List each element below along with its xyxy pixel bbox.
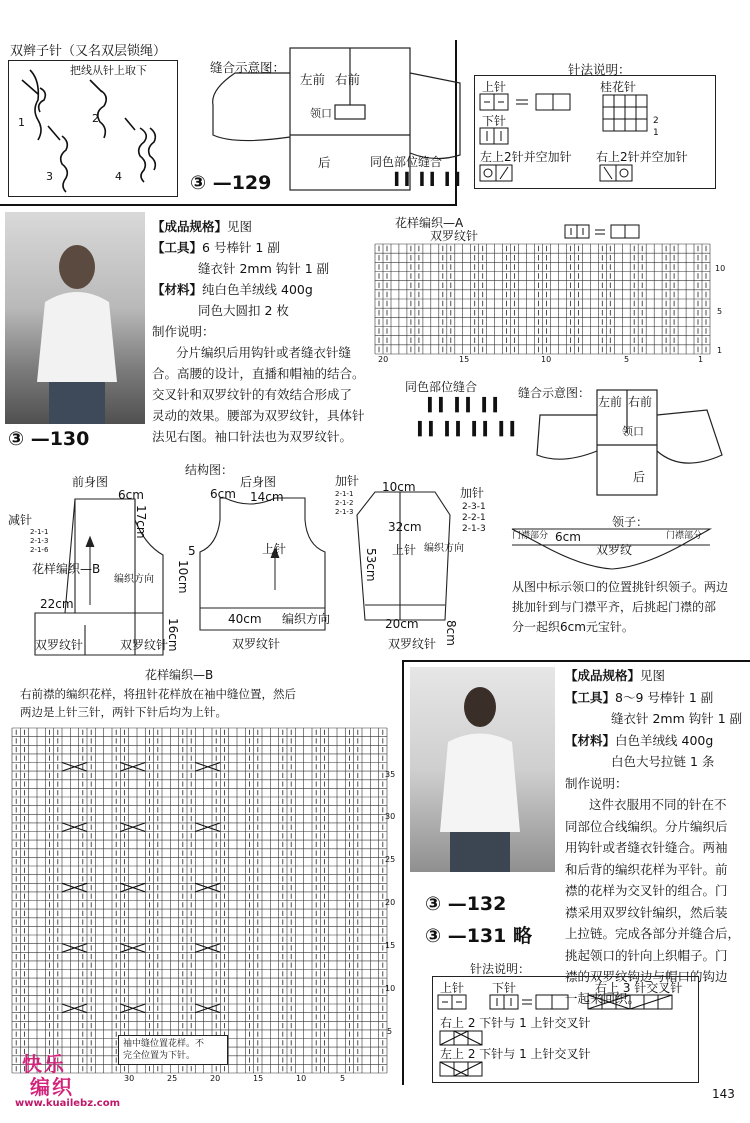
size-label: 【成品规格】	[565, 668, 641, 683]
double-chain-section	[0, 40, 200, 200]
legend-cross-left: 左上 2 下针与 1 上针交叉针	[440, 1047, 591, 1061]
legend-title: 针法说明：	[568, 62, 631, 77]
back-6cm: 6cm	[210, 487, 236, 501]
spec-130	[152, 216, 372, 447]
step-label: 3	[46, 170, 53, 183]
pattern-b-desc: 两边是上针三针，两针下针后均为上针。	[20, 705, 227, 719]
knitting-direction: 编织方向	[424, 543, 464, 554]
materials-line: 同色大圆扣 2 枚	[198, 303, 289, 318]
legend-cross-right: 右上 2 下针与 1 上针交叉针	[440, 1016, 591, 1030]
increase-row: 2-2-1	[462, 513, 486, 523]
legend-right-yo: 右上2针并空加针	[596, 150, 688, 164]
method-line: 襟的双罗纹钩边与帽口的钩边	[565, 969, 728, 984]
method-title: 制作说明：	[152, 324, 215, 339]
divider	[402, 660, 750, 662]
model-silhouette	[410, 667, 555, 872]
front-6cm: 6cm	[118, 488, 144, 502]
legend-132-symbols	[438, 995, 698, 1015]
knitting-direction: 编织方向	[114, 574, 154, 585]
sleeve-32cm: 32cm	[388, 520, 422, 534]
size-label: 【成品规格】	[152, 219, 228, 234]
increase-row: 2-3-1	[462, 502, 486, 512]
pattern-b-note-line: 袖中缝位置花样。不	[123, 1039, 205, 1049]
site-url: www.kuailebz.com	[15, 1098, 121, 1109]
placket-label: 门襟部分	[666, 531, 703, 541]
increase-label: 加针	[335, 474, 360, 488]
site-logo	[30, 1075, 74, 1099]
method-line: 用钩针或者缝衣针缝合。两袖	[565, 840, 728, 855]
grid-row-label: 25	[385, 855, 396, 864]
grid-col-label: 20	[378, 355, 389, 364]
increase-row: 2-1-1	[335, 490, 354, 498]
back-knit-label: 上针	[262, 542, 287, 556]
sleeve-20cm: 20cm	[385, 617, 419, 631]
grid-row-label: 30	[385, 812, 396, 821]
materials-line: 白色羊绒线 400g	[615, 732, 714, 748]
collar-label: 领口	[310, 107, 332, 120]
legend-cross3: 右上 3 针交叉针	[595, 981, 683, 995]
front-16cm: 16cm	[166, 618, 180, 652]
method-title: 制作说明：	[565, 775, 628, 791]
collar-6cm: 6cm	[555, 530, 581, 544]
step-label: 1	[18, 116, 25, 129]
tools-line: 缝衣针 2mm 钩针 1 副	[198, 261, 330, 276]
method-line: 和后背的编织花样为平针。前	[565, 861, 728, 877]
rib-label: 双罗纹针	[232, 637, 281, 651]
materials-line: 白色大号拉链 1 条	[611, 754, 715, 769]
grid-col-label: 1	[698, 355, 704, 364]
method-line: 灵动的效果。腰部为双罗纹针，具体针	[152, 408, 365, 423]
grid-col-label: 10	[541, 355, 552, 364]
legend-title: 针法说明：	[470, 962, 531, 976]
pattern-a-subtitle: 双罗纹针	[430, 229, 479, 243]
front-22cm: 22cm	[40, 597, 74, 611]
tools-label: 【工具】	[565, 689, 616, 705]
increase-row: 2-1-2	[335, 499, 354, 507]
cross-left-symbol	[440, 1062, 490, 1078]
method-line: 合。高腰的设计，直播和帽袖的结合。	[152, 366, 365, 381]
project-number-131: ③ —131 略	[425, 925, 532, 947]
grid-row-label: 35	[385, 770, 396, 779]
back-label: 后	[318, 155, 331, 170]
method-line: 襟的花样为交叉针的组合。门	[565, 883, 728, 898]
divider	[0, 204, 457, 206]
left-front-label: 左前	[300, 72, 326, 87]
method-line: 一起来回织。	[565, 990, 641, 1006]
back-body-title: 后身图	[240, 475, 277, 489]
pattern-b-label: 花样编织—B	[32, 562, 101, 576]
pattern-b-grid	[12, 728, 392, 1073]
grid-col-label: 5	[624, 355, 630, 364]
right-front-label: 右前	[335, 72, 361, 87]
legend-seed: 桂花针	[600, 80, 637, 94]
logo-text: 快乐	[22, 1052, 66, 1076]
pattern-b-note	[118, 1035, 228, 1065]
increase-label: 加针	[460, 486, 485, 500]
materials-label: 【材料】	[565, 732, 616, 748]
step-label: 4	[115, 170, 122, 183]
method-line: 交叉针和双罗纹针的有效结合形成了	[152, 387, 353, 402]
front-10cm: 10cm	[176, 560, 190, 594]
purl-symbol	[480, 128, 520, 148]
method-line: 襟采用双罗纹针编织，然后装	[565, 904, 728, 920]
grid-lines	[12, 728, 387, 1073]
method-line: 上拉链。完成各部分并缝合后，	[565, 926, 741, 941]
sleeve-8cm: 8cm	[444, 620, 458, 646]
front-5: 5	[188, 544, 196, 558]
row-number: 1	[653, 128, 659, 138]
size-value: 见图	[227, 219, 253, 234]
rib-label: 双罗纹针	[35, 638, 84, 652]
legend-left-yo: 左上2针并空加针	[480, 150, 572, 164]
sleeve-knit-label: 上针	[392, 543, 417, 557]
pattern-a-title: 花样编织—A	[395, 216, 464, 230]
pattern-a-key	[565, 225, 645, 241]
row-number: 2	[653, 116, 659, 126]
grid-row-label: 20	[385, 898, 396, 907]
chain-illustration	[0, 40, 200, 200]
knit-symbol	[480, 94, 580, 114]
tools-line: 6 号棒针 1 副	[202, 240, 280, 255]
legend-knit: 上针	[440, 981, 465, 995]
grid-row-label: 15	[385, 941, 396, 950]
increase-row: 2-1-3	[462, 524, 486, 534]
sleeve-10cm: 10cm	[382, 480, 416, 494]
size-value: 见图	[640, 668, 666, 683]
method-line: 法见右图。袖口针法也为双罗纹针。	[152, 429, 353, 444]
tools-line: 8～9 号棒针 1 副	[615, 689, 714, 705]
page-number: 143	[712, 1087, 735, 1101]
decrease-label: 减针	[8, 513, 33, 527]
knitting-direction: 编织方向	[282, 612, 331, 626]
method-line: 挑起领口的针向上织帽子。门	[565, 947, 728, 963]
seam-marks: ▍▍ ▍▍ ▍▍	[428, 398, 505, 413]
grid-row-label: 10	[385, 984, 396, 993]
decrease-row: 2-1-3	[30, 537, 49, 545]
collar-label: 领口	[622, 425, 644, 438]
tools-label: 【工具】	[152, 240, 203, 255]
materials-line: 纯白色羊绒线 400g	[202, 282, 313, 297]
project-number-132: ③ —132	[425, 893, 507, 915]
legend-knit: 上针	[482, 80, 507, 94]
grid-lines	[375, 244, 710, 354]
structure-title: 结构图：	[185, 463, 234, 477]
seam-diagram-title: 缝合示意图：	[210, 60, 286, 75]
back-label: 后	[633, 470, 646, 484]
grid-col-label: 10	[296, 1074, 307, 1083]
collar-note-line: 挑加针到与门襟平齐，后挑起门襟的部	[512, 600, 717, 614]
rib-label: 双罗纹针	[388, 637, 437, 651]
cross-right-symbol	[440, 1031, 490, 1047]
seam-marks: ▍▍ ▍▍ ▍▍	[395, 172, 466, 186]
seam-marks: ▍▍ ▍▍ ▍▍ ▍▍	[418, 422, 522, 437]
double-chain-note: 把线从针上取下	[70, 64, 147, 77]
yo-symbols	[480, 165, 720, 185]
grid-col-label: 30	[124, 1074, 135, 1083]
grid-col-label: 20	[210, 1074, 221, 1083]
logo-text: 编织	[30, 1075, 74, 1099]
spec-132	[565, 665, 750, 1009]
same-color-seam-label: 同色部位缝合	[370, 155, 443, 169]
decrease-row: 2-1-1	[30, 528, 49, 536]
collar-note-line: 从图中标示领口的位置挑针织领子。两边	[512, 580, 729, 594]
decrease-row: 2-1-6	[30, 546, 49, 554]
legend-purl: 下针	[492, 981, 517, 995]
site-logo	[22, 1052, 66, 1076]
method-line: 同部位合线编织。分片编织后	[565, 818, 728, 834]
pattern-b-note-line: 完全位置为下针。	[123, 1051, 196, 1061]
collar-rib-label: 双罗纹	[596, 543, 633, 557]
seam-diagram-title: 缝合示意图：	[518, 386, 591, 400]
grid-row-label: 1	[717, 346, 723, 355]
method-line: 分片编织后用钩针或者缝衣针缝	[176, 345, 352, 360]
grid-col-label: 25	[167, 1074, 178, 1083]
grid-row-label: 10	[715, 264, 726, 273]
back-14cm: 14cm	[250, 490, 284, 504]
front-body-title: 前身图	[72, 475, 109, 489]
right-front-label: 右前	[628, 395, 653, 409]
model-silhouette	[5, 212, 145, 424]
pattern-b-title: 花样编织—B	[145, 668, 214, 682]
grid-col-label: 15	[459, 355, 470, 364]
collar-note-line: 分一起织6cm元宝针。	[512, 620, 634, 634]
step-label: 2	[92, 112, 99, 125]
collar-note	[512, 577, 728, 637]
grid-row-label: 5	[387, 1027, 393, 1036]
placket-label: 门襟部分	[512, 531, 549, 541]
pattern-b-desc: 右前襟的编织花样，将扭针花样放在袖中缝位置，然后	[20, 687, 296, 701]
pattern-a-grid	[375, 244, 710, 354]
left-front-label: 左前	[598, 395, 623, 409]
collar-title: 领子：	[612, 515, 649, 529]
project-number-129: ③ —129	[190, 172, 272, 194]
divider	[402, 660, 404, 1085]
materials-label: 【材料】	[152, 282, 203, 297]
sleeve-53cm: 53cm	[364, 548, 378, 582]
cross-stitch-marks	[62, 763, 220, 1013]
legend-purl: 下针	[482, 114, 507, 128]
back-40cm: 40cm	[228, 612, 262, 626]
front-17cm: 17cm	[134, 505, 148, 539]
grid-row-label: 5	[717, 307, 723, 316]
rib-label: 双罗纹针	[120, 638, 169, 652]
method-line: 这件衣服用不同的针在不	[589, 797, 727, 812]
grid-col-label: 15	[253, 1074, 264, 1083]
grid-col-label: 5	[340, 1074, 346, 1083]
project-number-130: ③ —130	[8, 428, 90, 450]
increase-row: 2-1-3	[335, 508, 354, 516]
tools-line: 缝衣针 2mm 钩针 1 副	[611, 711, 743, 726]
same-color-seam-label: 同色部位缝合	[405, 380, 478, 394]
double-chain-title: 双辫子针（又名双层锁绳）	[10, 44, 167, 59]
